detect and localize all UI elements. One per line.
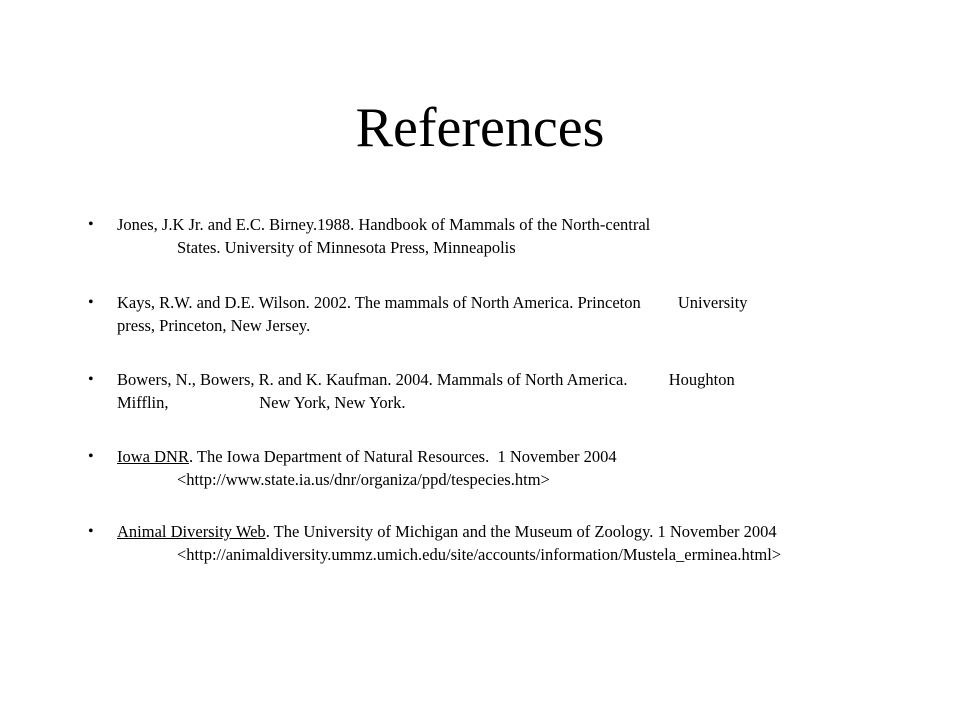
reference-item-iowa-dnr [117,445,897,491]
reference-item-kays [117,291,897,337]
iowa-dnr-link[interactable]: Iowa DNR [117,447,189,466]
reference-line: Kays, R.W. and D.E. Wilson. 2002. The mammals of North America. Princeton University [117,293,748,312]
reference-line: Mifflin, New York, New York. [117,393,406,412]
slide-title: References [355,97,605,159]
reference-text: . The Iowa Department of Natural Resources. 1 November 2004 [188,447,617,466]
reference-line: press, Princeton, New Jersey. [117,316,311,335]
bullet-marker: • [88,371,94,388]
bullet-marker: • [88,448,94,465]
reference-line: Bowers, N., Bowers, R. and K. Kaufman. 2004. Mammals of North America. Houghton [117,370,735,389]
bullet-marker: • [88,294,94,311]
reference-line [117,520,897,543]
reference-line: States. University of Minnesota Press, Minneapolis [177,238,516,257]
animal-diversity-web-link[interactable]: Animal Diversity Web [117,522,266,541]
reference-item-jones [117,213,897,259]
reference-line [117,445,897,468]
bullet-marker: • [88,216,94,233]
reference-item-animal-diversity [117,520,897,566]
reference-text: . The University of Michigan and the Museum of Zoology. 1 November 2004 [265,522,777,541]
bullet-marker: • [88,523,94,540]
reference-url: <http://animaldiversity.ummz.umich.edu/site/accounts/information/Mustela_erminea.html> [177,545,782,564]
reference-line: Jones, J.K Jr. and E.C. Birney.1988. Handbook of Mammals of the North-central [117,215,651,234]
reference-item-bowers [117,368,897,414]
reference-url: <http://www.state.ia.us/dnr/organiza/ppd/tespecies.htm> [177,470,550,489]
